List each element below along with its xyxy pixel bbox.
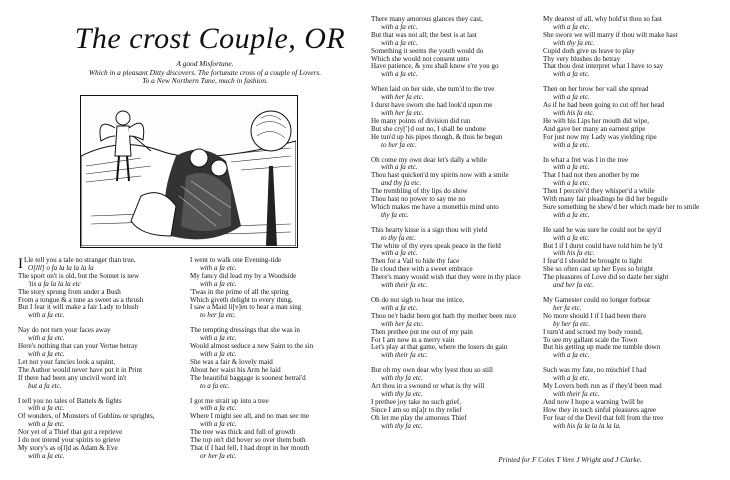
- verse-line: Cupid doth give us leave to play: [543, 46, 635, 55]
- refrain-line: with a fa etc.: [28, 404, 65, 413]
- refrain-line: with a fa etc.: [28, 349, 65, 358]
- verse-line: How they in such sinful pleasures agree: [543, 405, 657, 414]
- verse-line: Let's play at that game, where the losers do gain: [371, 343, 508, 352]
- refrain-line: with her fa etc.: [381, 319, 424, 328]
- refrain-line: with thy fa etc.: [381, 421, 423, 430]
- verse-line: The tree was thick and full of growth: [190, 428, 296, 437]
- verse-line: Oh do not sigh to hear me intice,: [371, 296, 464, 304]
- refrain-line: with thy fa etc.: [553, 38, 595, 47]
- verse-line: I went to walk one Evening-tide: [190, 256, 282, 264]
- refrain-line: with thy fa etc.: [381, 374, 423, 383]
- refrain-line: with a fa etc.: [381, 249, 418, 258]
- refrain-line: to thy fa etc.: [381, 233, 417, 242]
- ballad-subtitle: [50, 60, 360, 86]
- refrain-line: O[lll] o fa la la la la la: [28, 263, 94, 272]
- verse-line: Something it seems the youth would do: [371, 46, 484, 55]
- verse-line: I durst have sworn she had look'd upon me: [371, 101, 493, 110]
- verse-line: The story sprung from under a Bush: [18, 287, 121, 296]
- verse-column-3: [371, 16, 546, 431]
- verse-line: 'Twas in the prime of all the spring: [190, 287, 289, 296]
- verse-line: Then on her brow her vail she spread: [543, 85, 649, 94]
- verse-line: Which she would not consent unto: [371, 54, 470, 63]
- verse-line: Then I perceiv'd they whisper'd a while: [543, 187, 655, 196]
- verse-line: He tun'd up his pipes though, & thus he begun: [371, 132, 503, 141]
- verse-line: To see my gallant scale the Town: [543, 335, 638, 344]
- verse-line: Would almost seduce a new Saint to the sin: [190, 342, 314, 351]
- verse-line: But I if I durst could have told him he ly'd: [543, 241, 663, 250]
- verse-line: Oh come my own dear let's dally a while: [371, 155, 487, 164]
- verse-line: Let not your fancies look a squint,: [18, 357, 116, 366]
- refrain-line: with a fa etc.: [553, 93, 590, 102]
- verse-column-4: [543, 16, 728, 431]
- woodcut-image: [81, 96, 296, 246]
- refrain-line: to her fa etc.: [381, 140, 417, 149]
- ballad-title: The crost Couple, OR: [74, 22, 346, 55]
- refrain-line: to her fa etc.: [200, 311, 236, 320]
- refrain-line: with a fa etc.: [553, 351, 590, 360]
- printer-imprint: Printed for F Coles T Vere J Wright and J Clarke.: [498, 456, 642, 464]
- verse-line: With many fair pleadings he did her beguile: [543, 195, 668, 204]
- verse-line: And now I hope a warning 'twill be: [543, 397, 644, 406]
- refrain-line: thy fa etc.: [381, 210, 409, 219]
- verse-line: As if he had been going to cut off her head: [543, 101, 665, 110]
- refrain-line: with a fa etc.: [200, 420, 237, 429]
- verse-line: But I fear it will make a fair Lady to blush: [18, 303, 139, 312]
- refrain-line: with her fa etc.: [381, 108, 424, 117]
- verse-line: Ile cloud thee with a sweet embrace: [371, 265, 473, 274]
- verse-line: There many amorous glances they cast,: [371, 15, 483, 23]
- refrain-line: with a fa etc.: [28, 420, 65, 429]
- refrain-line: with his fa etc.: [553, 249, 595, 258]
- refrain-line: with a fa etc.: [381, 303, 418, 312]
- verse-line: Then for a Vail to hide thy face: [371, 257, 460, 266]
- verse-line: Sure something he shew'd her which made her to smile: [543, 202, 700, 211]
- refrain-line: 'tis a fa la la la etc: [28, 279, 81, 288]
- refrain-line: with a fa etc.: [381, 70, 418, 79]
- verse-line: When laid on her side, she turn'd to the tree: [371, 85, 495, 94]
- verse-line: Which giveth delight to every thing,: [190, 295, 293, 304]
- verse-line: About her waist his Arm he laid: [190, 365, 281, 374]
- verse-line: And gave her many an earnest gripe: [543, 124, 646, 133]
- refrain-line: with her fa etc.: [381, 93, 424, 102]
- verse-line: I saw a Maid li[v]en to hear a man sing: [190, 303, 302, 312]
- refrain-line: with his fa etc.: [553, 108, 595, 117]
- verse-line: If there had been any uncivil word in't: [18, 373, 127, 382]
- verse-line: I tell you no tales of Battels & fights: [18, 396, 122, 405]
- verse-line: Oh let me play the amorous Thief: [371, 413, 467, 422]
- refrain-line: with a fa etc.: [381, 38, 418, 47]
- verse-line: For just now my Lady was yielding ripe: [543, 132, 657, 141]
- refrain-line: with a fa etc.: [28, 334, 65, 343]
- refrain-line: with their fa etc.: [553, 389, 600, 398]
- subtitle-line: A good Misfortune.: [176, 59, 234, 68]
- verse-line: The tempting dressings that she was in: [190, 326, 300, 335]
- refrain-line: with a fa etc.: [200, 263, 237, 272]
- verse-column-2: [190, 257, 365, 461]
- verse-line: The pleasures of Love did so dazle her sight: [543, 273, 669, 282]
- verse-line: Thou ne'r hadst been got hath thy mother been nice: [371, 311, 517, 320]
- refrain-line: with a fa etc.: [200, 279, 237, 288]
- refrain-line: with a fa etc.: [28, 451, 65, 460]
- verse-line: My Lovers both run as if they'd been mad: [543, 382, 662, 391]
- refrain-line: with a fa etc.: [553, 140, 590, 149]
- refrain-line: with a fa etc.: [200, 349, 237, 358]
- refrain-line: with a fa etc.: [200, 404, 237, 413]
- verse-line: She swore we will marry if thou wilt make hast: [543, 30, 678, 39]
- verse-line: My fancy did lead my by a Woodside: [190, 271, 297, 280]
- verse-line: Since I am so m[a]r to thy relief: [371, 405, 462, 414]
- verse-line: She was a fair & lovely maid: [190, 357, 273, 366]
- refrain-line: with a fa etc.: [553, 70, 590, 79]
- refrain-line: with their fa etc.: [381, 281, 428, 290]
- verse-line: Then prethee put me out of my pain: [371, 327, 473, 336]
- verse-line: I fear'd I should be brought to light: [543, 257, 643, 266]
- verse-line: I prethee joy take no such grief,: [371, 397, 462, 406]
- refrain-line: her fa etc.: [553, 303, 582, 312]
- verse-line: He said he was sure he could not be spy'd: [543, 225, 662, 234]
- refrain-line: by her fa etc.: [553, 319, 591, 328]
- verse-line: Thou hast no power to say me no: [371, 195, 466, 204]
- verse-line: The sport on't is old, but the Sonnet is new: [18, 271, 140, 280]
- refrain-line: to a fa etc.: [200, 381, 230, 390]
- refrain-line: with a fa etc.: [553, 210, 590, 219]
- refrain-line: with a fa etc.: [553, 179, 590, 188]
- verse-line: For fear of the Devil that fell from the tree: [543, 413, 664, 422]
- verse-line: No more should I if I had been there: [543, 311, 647, 320]
- verse-line: I got me strait up into a tree: [190, 396, 269, 405]
- verse-line: Have patience, & you shall know e're you go: [371, 62, 499, 71]
- verse-line: Such was my fate, no mischief I had: [543, 366, 647, 375]
- subtitle-line: To a New Northern Tune, much in fashion.: [142, 76, 268, 86]
- verse-line: I do not intend your spirits to grieve: [18, 436, 121, 445]
- refrain-line: with a fa etc.: [28, 311, 65, 320]
- refrain-line: with a fa etc.: [381, 22, 418, 31]
- refrain-line: with a fa etc.: [200, 334, 237, 343]
- verse-line: The top on't did hover so over them both: [190, 436, 306, 445]
- verse-line: But his getting up made me tumble down: [543, 343, 661, 352]
- verse-line: Nay do not turn your faces away: [18, 326, 111, 335]
- verse-line: That thou dost interpret what I have to say: [543, 62, 664, 71]
- verse-line: Nor yet of a Thief that got a reprieve: [18, 428, 123, 437]
- refrain-line: and her fa etc.: [553, 281, 594, 290]
- verse-line: He with his Lips her mouth did wipe,: [543, 116, 650, 125]
- verse-line: Thou hast quicken'd my spirits now with a smile: [371, 171, 509, 180]
- refrain-line: but a fa etc.: [28, 381, 62, 390]
- verse-line: This hearty kisse is a sign thou wilt yield: [371, 225, 488, 234]
- verse-line: My dearest of all, why hold'st thou so fast: [543, 15, 662, 23]
- verse-line: The beautiful baggage is soonest betrai'd: [190, 373, 306, 382]
- refrain-line: with a fa etc.: [553, 22, 590, 31]
- refrain-line: with their fa etc.: [381, 351, 428, 360]
- verse-line: He many points of division did run: [371, 116, 471, 125]
- verse-line: Here's nothing that can your Vertue betray: [18, 342, 138, 351]
- subtitle-line: Which in a pleasant Ditty discovers. The fortunate cross of a couple of Lovers.: [88, 67, 322, 77]
- drop-cap: I: [18, 256, 23, 272]
- verse-line: The trembling of thy lips do show: [371, 187, 468, 196]
- verse-line: Where I might see all, and no man see me: [190, 412, 309, 421]
- woodcut-illustration: [80, 95, 298, 248]
- verse-line: My story's as o[l]d as Adam & Eve: [18, 443, 118, 452]
- verse-line: My Gamester could no longer forbear: [543, 296, 651, 304]
- refrain-line: with his fa la la la la la.: [553, 421, 621, 430]
- verse-line: She so often cast up her Eyes so bright: [543, 265, 653, 274]
- verse-line: Which makes me have a monethis mind unto: [371, 202, 499, 211]
- refrain-line: and thy fa etc.: [381, 179, 422, 188]
- verse-line: Thy very blushes do betray: [543, 54, 621, 63]
- verse-line: That if I had fell, I had dropt in her mouth: [190, 443, 310, 452]
- verse-line: The Author would never have put it in Print: [18, 365, 143, 374]
- verse-line: I turn'd and scrued my body round,: [543, 327, 643, 336]
- verse-line: Art thou in a swound or what is thy will: [371, 382, 485, 391]
- verse-column-1: [18, 257, 188, 461]
- refrain-line: with a fa etc.: [381, 163, 418, 172]
- verse-line-text: Lle tell you a tale no stranger than true,: [24, 256, 136, 264]
- refrain-line: with a fa etc.: [553, 163, 590, 172]
- verse-line: In what a fret was I in the tree: [543, 155, 629, 164]
- refrain-line: with a fa etc.: [553, 233, 590, 242]
- verse-line: But she cry['}d out no, I shall be undone: [371, 124, 486, 133]
- verse-line: But that was not all; the best is at last: [371, 30, 477, 39]
- verse-line: But oh my own dear why lyest thou so still: [371, 366, 493, 375]
- verse-line: From a tongue & a tune as sweet as a thrush: [18, 295, 144, 304]
- refrain-line: with a fa etc.: [553, 374, 590, 383]
- verse-line: The white of thy eyes speak peace in the field: [371, 241, 501, 250]
- refrain-line: or her fa etc.: [200, 451, 237, 460]
- verse-line: For I am now in a merry vain: [371, 335, 455, 344]
- refrain-line: with thy fa etc.: [381, 389, 423, 398]
- verse-line: That I had not then another by me: [543, 171, 640, 180]
- verse-line: There's many would wish that they were in thy place: [371, 273, 521, 282]
- verse-line: Of wonders, of Monsters of Goblins or sprights,: [18, 412, 155, 421]
